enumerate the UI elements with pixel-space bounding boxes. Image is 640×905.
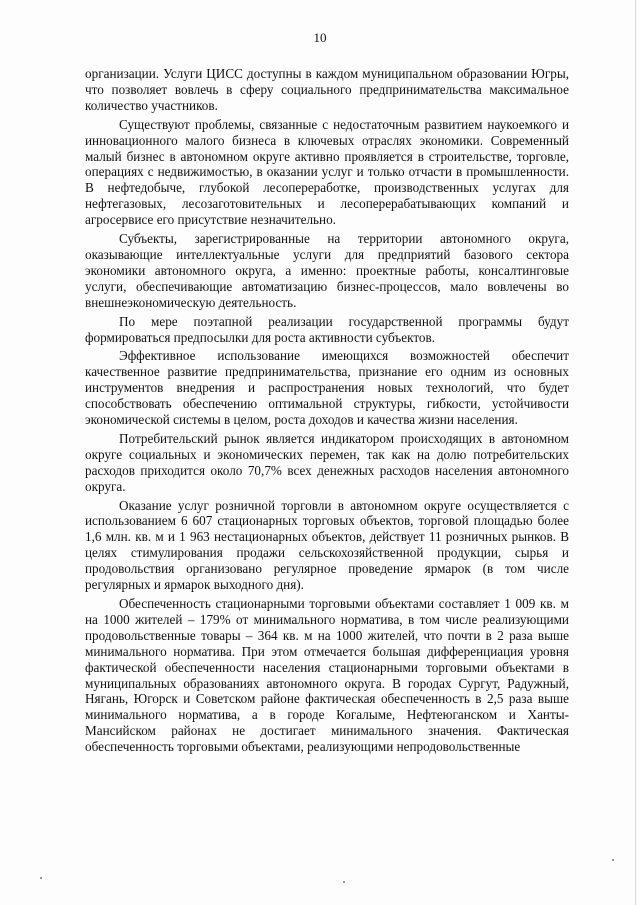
paragraph: Потребительский рынок является индикатором происходящих в автономном округе социальных и экономических перемен, так как на долю потребительских расходов приходится около 70,7% всех денежных расходов населения автономного округа. <box>85 430 569 494</box>
scan-speck <box>40 877 42 879</box>
document-body <box>85 66 569 758</box>
scan-speck <box>612 859 614 861</box>
page-number: 10 <box>313 30 327 45</box>
scan-edge-line <box>635 0 636 905</box>
paragraph: Оказание услуг розничной торговли в автономном округе осуществляется с использованием 6 607 стационарных торговых объектов, торговой площадью более 1,6 млн. кв. м и 1 963 нестационарных объектов, действует 11 розничных рынков. В целях стимулирования продажи сельскохозяйственной продукции, сырья и продовольствия организовано регулярное проведение ярмарок (в том числе регулярных и ярмарок выходного дня). <box>85 497 569 593</box>
paragraph: Существуют проблемы, связанные с недостаточным развитием наукоемкого и инновационного малого бизнеса в ключевых отраслях экономики. Современный малый бизнес в автономном округе активно проявляется в строительстве, торговле, операциях с недвижимостью, в оказании услуг и только отчасти в промышленности. В нефтедобыче, глубокой лесопереработке, производственных услугах для нефтегазовых, лесозаготовительных и лесоперерабатывающих компаний и агросервисе его присутствие незначительно. <box>85 116 569 228</box>
paragraph: организации. Услуги ЦИСС доступны в каждом муниципальном образовании Югры, что позволяет вовлечь в сферу социального предпринимательства максимальное количество участников. <box>85 66 569 113</box>
scan-speck <box>343 881 345 883</box>
paragraph: Эффективное использование имеющихся возможностей обеспечит качественное развитие предпринимательства, признание его одним из основных инструментов внедрения и распространения новых технологий, что будет способствовать обеспечению оптимальной структуры, гибкости, устойчивости экономической системы в целом, роста доходов и качества жизни населения. <box>85 348 569 428</box>
paragraph: Субъекты, зарегистрированные на территории автономного округа, оказывающие интеллектуальные услуги для предприятий базового сектора экономики автономного округа, а именно: проектные работы, консалтинговые услуги, обеспечивающие автоматизацию бизнес-процессов, мало вовлечены во внешнеэкономическую деятельность. <box>85 231 569 310</box>
paragraph: Обеспеченность стационарными торговыми объектами составляет 1 009 кв. м на 1000 жителей – 179% от минимального норматива, в том числе реализующими продовольственные товары – 364 кв. м на 1000 жителей, что почти в 2 раза выше минимального норматива. При этом отмечается большая дифференциация уровня фактической обеспеченности населения стационарными торговыми объектами в муниципальных образованиях автономного округа. В городах Сургут, Радужный, Нягань, Югорск и Советском районе фактическая обеспеченность в 2,5 раза выше минимального норматива, а в городе Когалыме, Нефтеюганском и Ханты-Мансийском районах не достигает минимального значения. Фактическая обеспеченность торговыми объектами, реализующими непродовольственные <box>85 596 569 755</box>
paragraph: По мере поэтапной реализации государственной программы будут формироваться предпосылки для роста активности субъектов. <box>85 313 569 345</box>
